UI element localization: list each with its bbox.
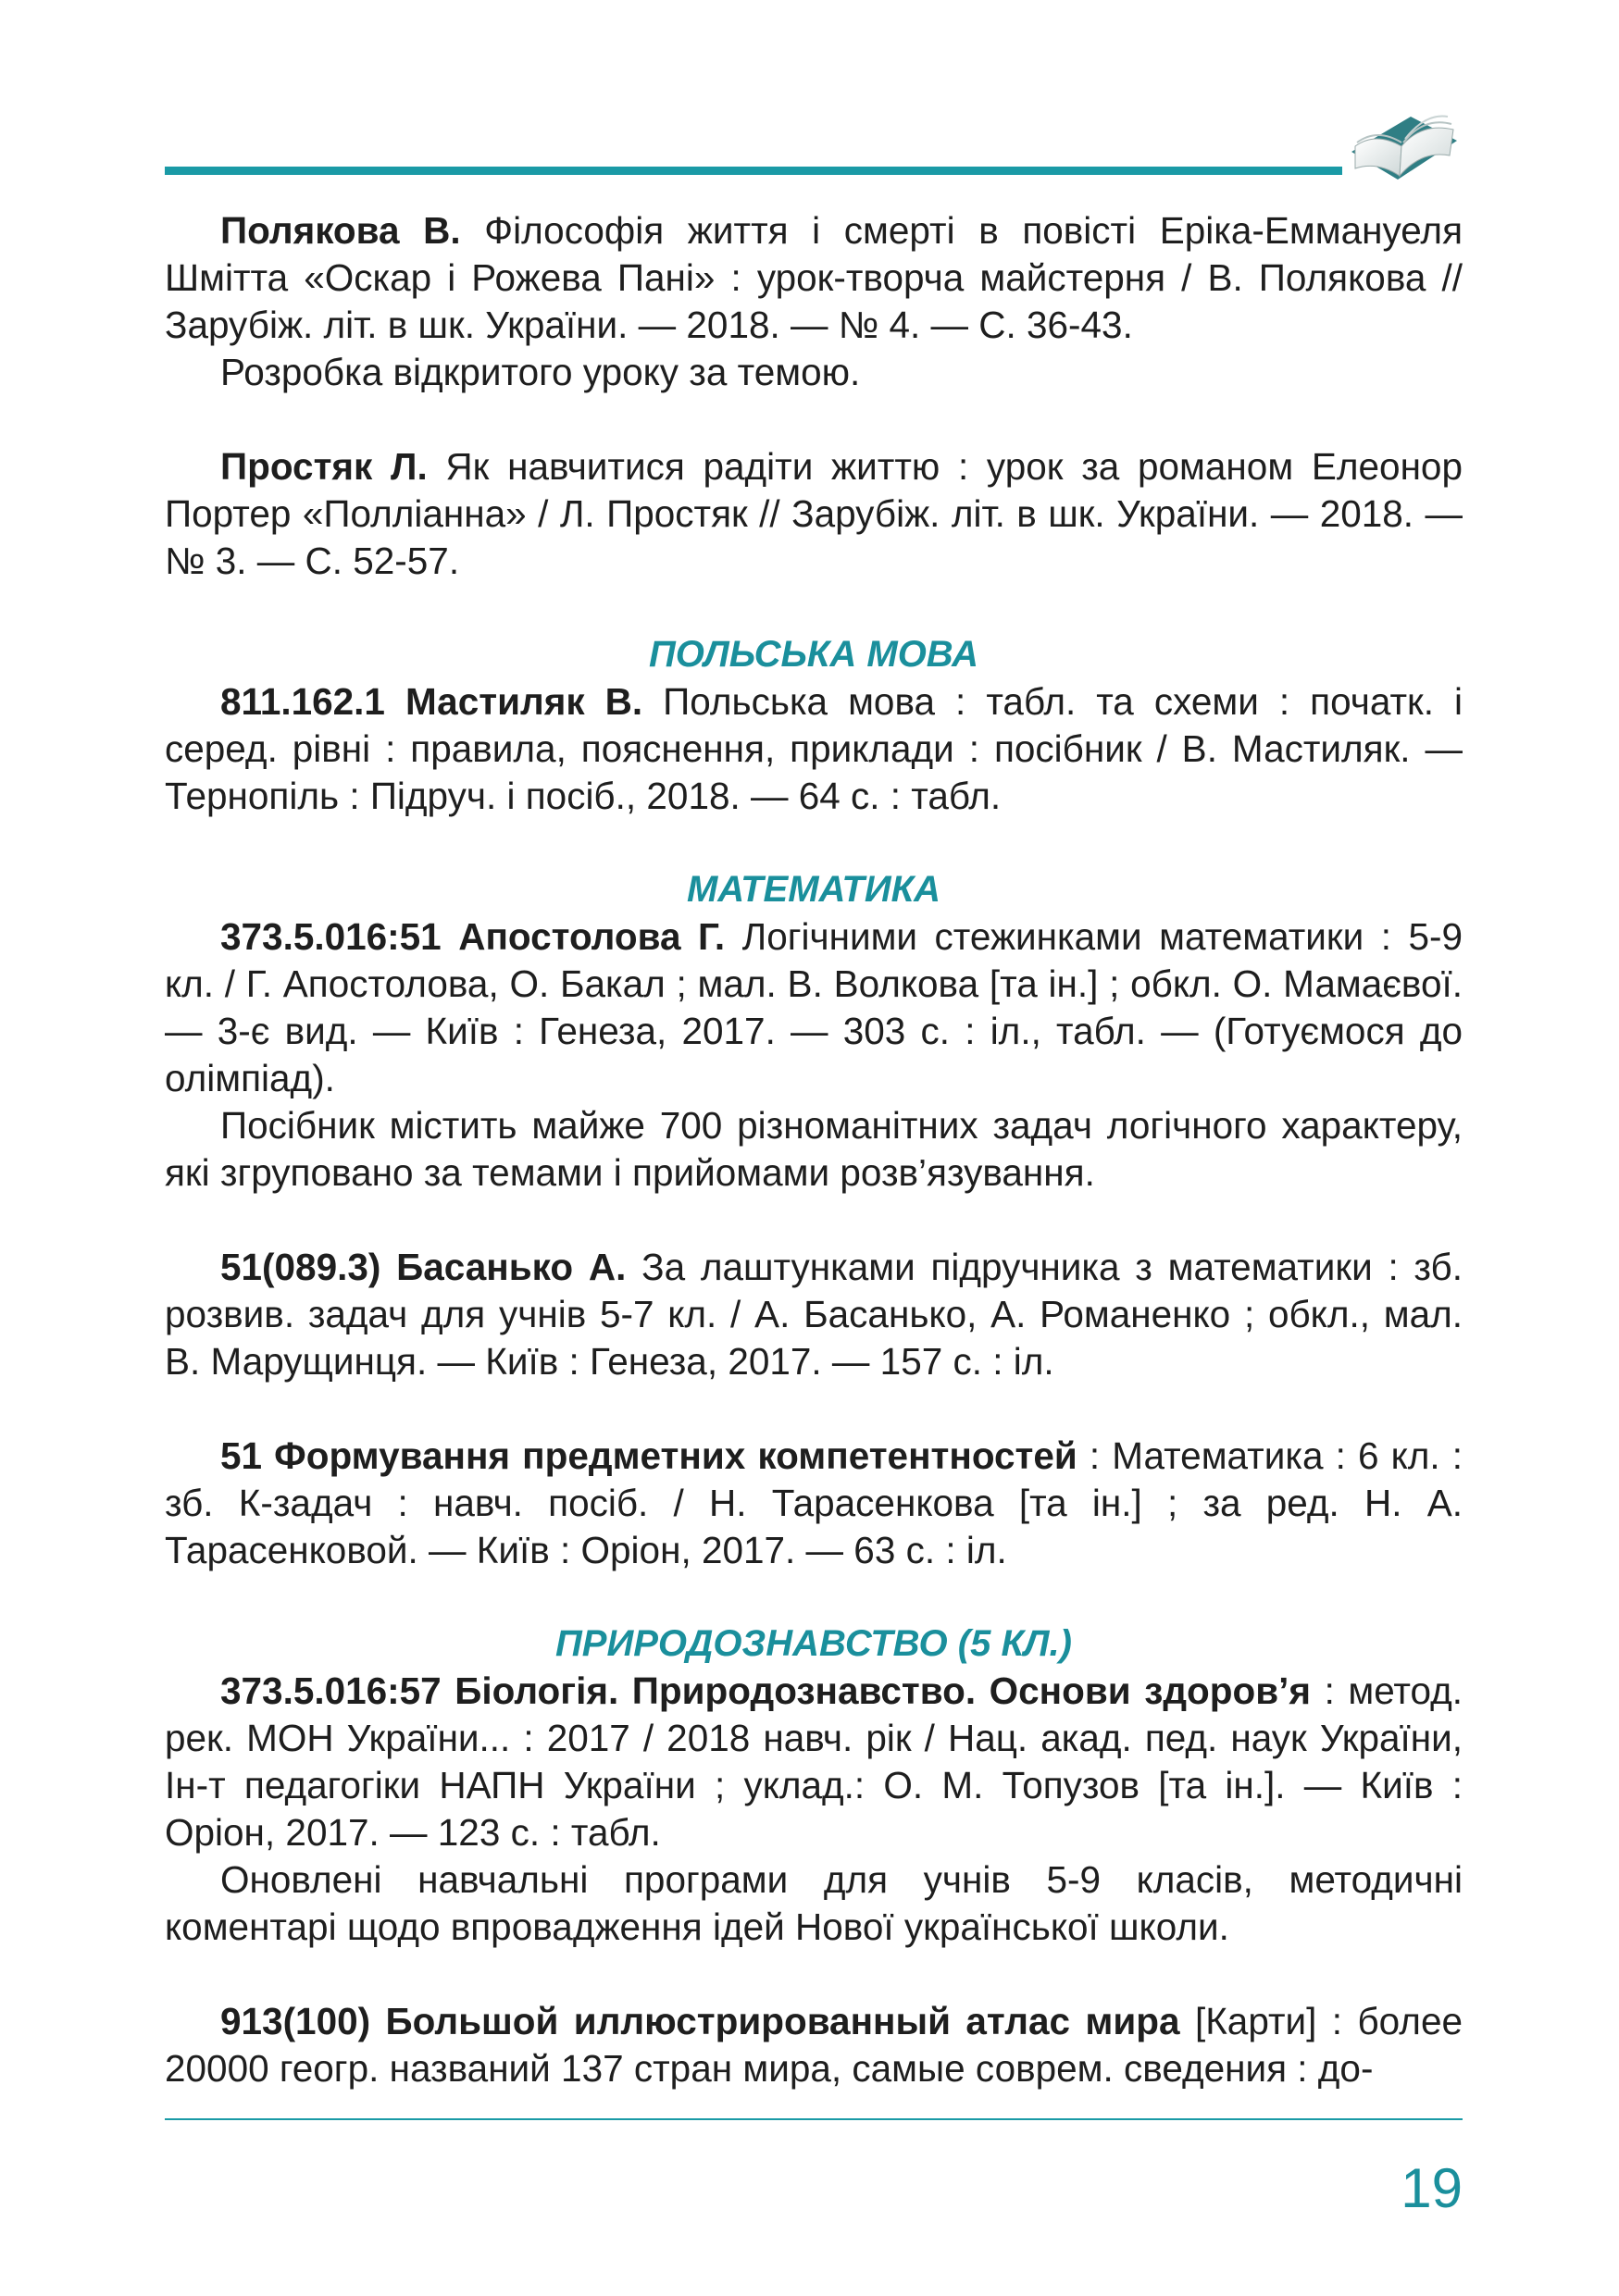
entry-text: Філософія життя і смерті в повісті Еріка-Еммануеля Шмітта «Оскар і Рожева Пані» : урок-творча майстерня / В. Полякова // Зарубіж. літ. в шк. України. — 2018. — № 4. — С. 36-43. xyxy=(165,209,1463,346)
entry-author: 373.5.016:57 Біологія. Природознавство. Основи здоров’я xyxy=(220,1669,1312,1712)
entry-competences xyxy=(165,1433,1463,1574)
header-rule xyxy=(165,167,1342,175)
entry-text: Як навчитися радіти життю : урок за романом Елеонор Портер «Полліанна» / Л. Простяк // Зарубіж. літ. в шк. України. — 2018. — № 3. — С. 52-57. xyxy=(165,445,1463,582)
section-heading-polish: ПОЛЬСЬКА МОВА xyxy=(648,634,979,675)
entry-annotation: Розробка відкритого уроку за темою. xyxy=(220,351,861,393)
entry-author: Простяк Л. xyxy=(220,445,428,488)
entry-author: 51(089.3) Басанько А. xyxy=(220,1246,627,1288)
entry-author: 811.162.1 Мастиляк В. xyxy=(220,680,643,723)
section-heading-math: МАТЕМАТИКА xyxy=(686,869,941,910)
entry-prostyak xyxy=(165,443,1463,585)
entry-polyakova xyxy=(165,207,1463,396)
entry-text: : Математика : 6 кл. : зб. К-задач : навч. посіб. / Н. Тарасенкова [та ін.] ; за ред. Н. А. Тарасенковой. — Київ : Оріон, 2017. — 63 с. : іл. xyxy=(165,1434,1463,1571)
footer-rule xyxy=(165,2118,1463,2120)
entry-author: Полякова В. xyxy=(220,209,461,252)
entry-author: 373.5.016:51 Апостолова Г. xyxy=(220,915,726,958)
entry-text: За лаштунками підручника з математики : зб. розвив. задач для учнів 5-7 кл. / А. Басанько, А. Романенко ; обкл., мал. В. Марущинця. — Київ : Генеза, 2017. — 157 с. : іл. xyxy=(165,1246,1463,1383)
page-number: 19 xyxy=(1401,2157,1463,2219)
entry-text: : метод. рек. МОН України... : 2017 / 2018 навч. рік / Нац. акад. пед. наук України, Ін-т педагогіки НАПН України ; уклад.: О. М. Топузов [та ін.]. — Київ : Оріон, 2017. — 123 с. : табл. xyxy=(165,1669,1463,1854)
entry-text: Логічними стежинками математики : 5-9 кл. / Г. Апостолова, О. Бакал ; мал. В. Волкова [та ін.] ; обкл. О. Мамаєвої. — 3-є вид. — Київ : Генеза, 2017. — 303 с. : іл., табл. — (Готуємося до олімпіад). xyxy=(165,915,1463,1099)
entry-apostolova xyxy=(165,913,1463,1197)
bibliography-content xyxy=(165,207,1463,2140)
entry-annotation: Оновлені навчальні програми для учнів 5-9 класів, методичні коментарі щодо впровадження ідей Нової української школи. xyxy=(165,1858,1463,1948)
section-heading-nature: ПРИРОДОЗНАВСТВО (5 КЛ.) xyxy=(555,1623,1072,1664)
entry-annotation: Посібник містить майже 700 різноманітних задач логічного характеру, які згруповано за темами і прийомами розв’язування. xyxy=(165,1104,1463,1194)
entry-text: [Карти] : более 20000 геогр. названий 137 стран мира, самые соврем. сведения : до- xyxy=(165,2000,1463,2090)
entry-biology xyxy=(165,1668,1463,1951)
entry-author: 913(100) Большой иллюстрированный атлас мира xyxy=(220,2000,1180,2042)
open-book-icon xyxy=(1344,104,1464,196)
entry-author: 51 Формування предметних компетентностей xyxy=(220,1434,1077,1477)
entry-atlas xyxy=(165,1998,1463,2092)
entry-text: Польська мова : табл. та схеми : початк. і серед. рівні : правила, пояснення, приклади : посібник / В. Мастиляк. — Тернопіль : Підруч. і посіб., 2018. — 64 с. : табл. xyxy=(165,680,1463,817)
entry-mastylyak xyxy=(165,678,1463,820)
entry-basanko xyxy=(165,1244,1463,1385)
